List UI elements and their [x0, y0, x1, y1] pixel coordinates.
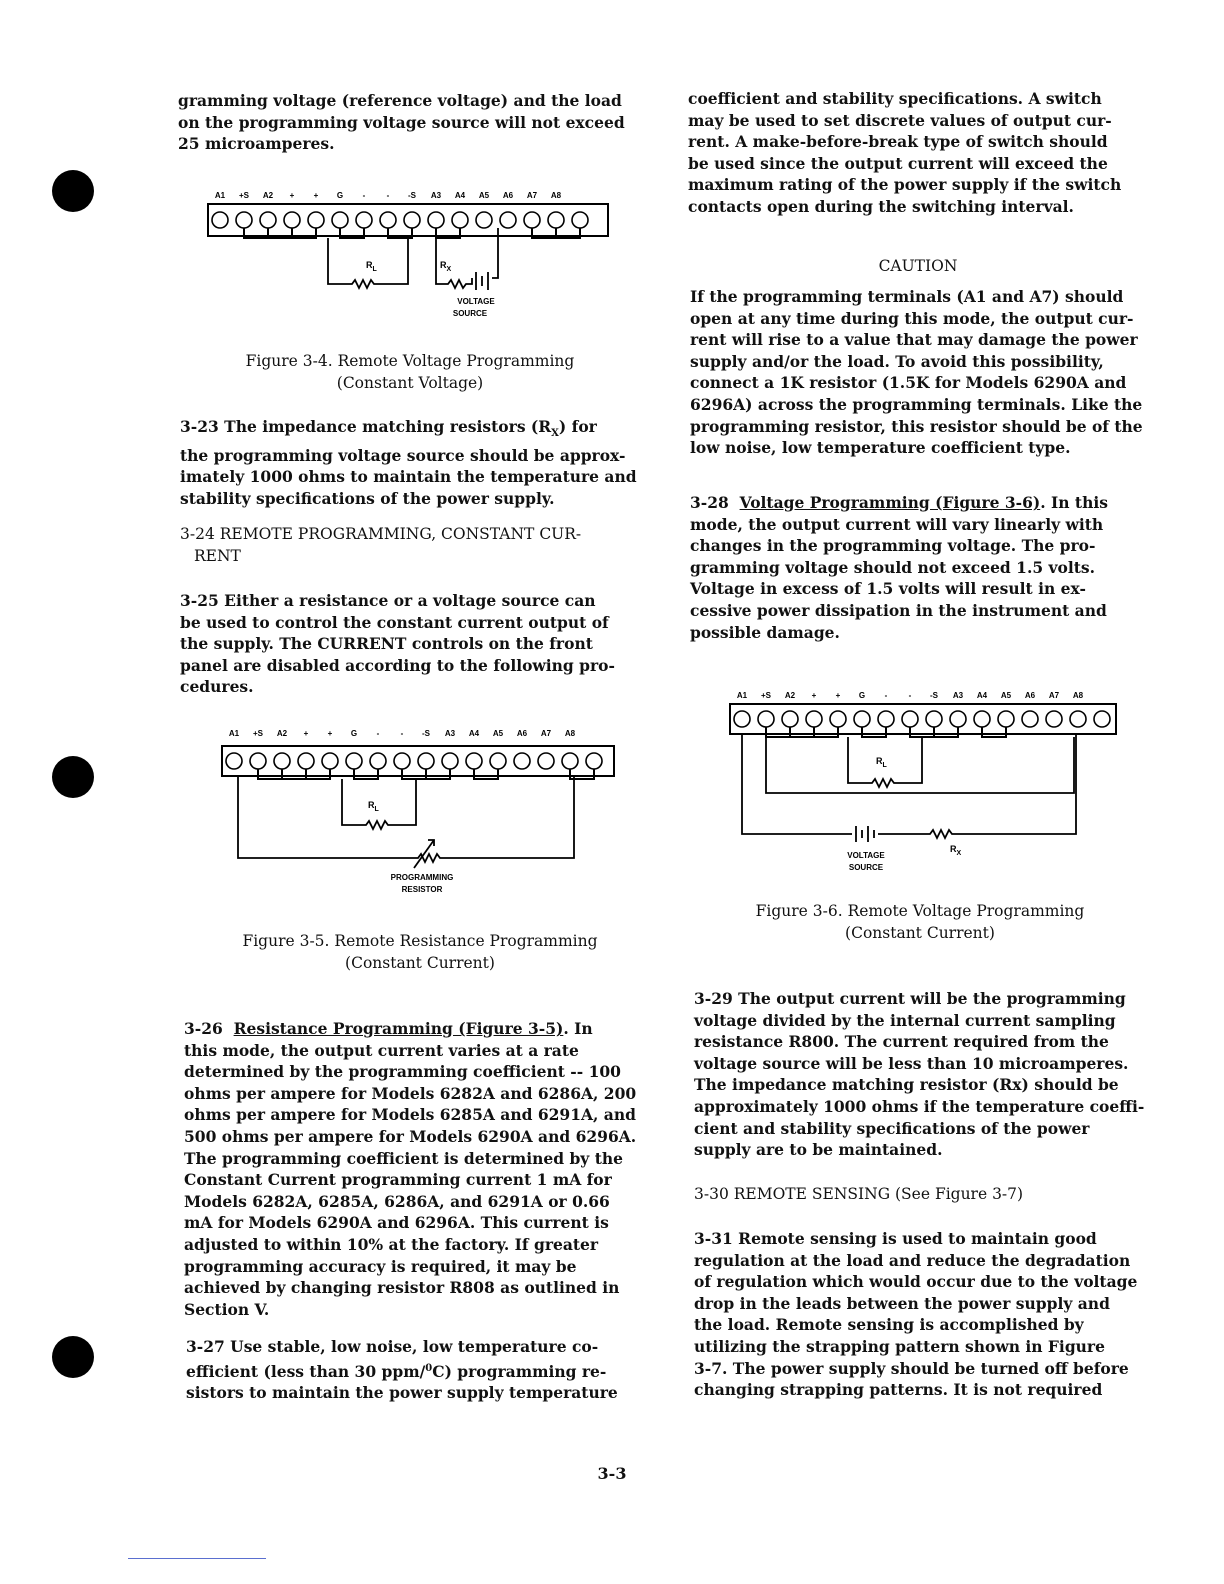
terminal-label: A4	[454, 191, 466, 200]
terminal-label: -S	[930, 691, 938, 700]
text-line: cedures.	[180, 677, 254, 697]
text-line: coefficient and stability specifications. A switch	[688, 89, 1102, 108]
terminal-label: A2	[262, 191, 274, 200]
text-line: 3-26 Resistance Programming (Figure 3-5). In	[184, 1019, 593, 1038]
heading-3-24	[180, 524, 650, 567]
text-line: 25 microamperes.	[178, 134, 335, 154]
punch-hole-top	[52, 170, 94, 212]
section-title-link: Resistance Programming (Figure 3-5)	[233, 1019, 564, 1038]
left-column	[178, 90, 648, 155]
paragraph-3-26	[184, 1018, 654, 1320]
terminal-label: G	[336, 191, 344, 200]
text-line: possible damage.	[690, 622, 840, 642]
voltage-source-label: VOLTAGE	[847, 851, 885, 860]
text-line: open at any time during this mode, the output cur-	[690, 308, 1134, 328]
figure-3-5-caption	[200, 930, 640, 974]
terminal-label: A8	[564, 729, 576, 738]
terminal-label: A3	[952, 691, 964, 700]
terminal-label: A6	[1024, 691, 1036, 700]
terminal-label: A3	[444, 729, 456, 738]
text-line: 3-28 Voltage Programming (Figure 3-6). In this	[690, 493, 1108, 512]
terminal-label: +	[835, 691, 841, 700]
text-line: determined by the programming coefficient -- 100	[184, 1062, 621, 1082]
terminal-label: +S	[238, 191, 250, 200]
terminal-label: -	[400, 729, 404, 738]
figure-3-5-diagram	[218, 724, 628, 902]
text-line: efficient (less than 30 ppm/$^0$C) programming re-	[186, 1361, 607, 1381]
caption-line: Figure 3-5. Remote Resistance Programming	[242, 932, 598, 950]
rx-label: $R_X$	[440, 260, 452, 273]
paragraph-3-31	[694, 1228, 1164, 1401]
text-line: achieved by changing resistor R808 as outlined in	[184, 1278, 620, 1298]
terminal-label: A1	[214, 191, 226, 200]
text-line: supply are to be maintained.	[694, 1140, 943, 1160]
text-line: 3-24 REMOTE PROGRAMMING, CONSTANT CUR-	[180, 525, 582, 543]
punch-hole-bottom	[52, 1336, 94, 1378]
paragraph-3-29	[694, 988, 1164, 1161]
text-line: Voltage in excess of 1.5 volts will result in ex-	[690, 579, 1086, 599]
voltage-source-label: VOLTAGE	[457, 297, 495, 306]
text-line: programming resistor, this resistor should be of the	[690, 416, 1143, 436]
terminal-label: +S	[760, 691, 772, 700]
terminal-label: +	[327, 729, 333, 738]
caption-line: Figure 3-4. Remote Voltage Programming	[245, 352, 575, 370]
text-line: adjusted to within 10% at the factory. If greater	[184, 1234, 599, 1254]
terminal-label: A4	[468, 729, 480, 738]
text-line: supply and/or the load. To avoid this possibility,	[690, 351, 1104, 371]
voltage-source-label-2: SOURCE	[848, 863, 884, 872]
text-line: 3-27 Use stable, low noise, low temperature co-	[186, 1337, 599, 1356]
terminal-label: +	[811, 691, 817, 700]
text-line: Models 6282A, 6285A, 6286A, and 6291A or 0.66	[184, 1191, 610, 1211]
text-line: 500 ohms per ampere for Models 6290A and 6296A.	[184, 1126, 637, 1146]
rl-label: $R_L$	[366, 260, 377, 273]
terminal-label: -	[362, 191, 366, 200]
rl-label: $R_L$	[368, 800, 379, 813]
text-line: stability specifications of the power supply.	[180, 488, 555, 508]
caption-line: (Constant Current)	[845, 924, 995, 942]
text-line: rent. A make-before-break type of switch should	[688, 132, 1108, 152]
text-line: drop in the leads between the power supply and	[694, 1293, 1110, 1313]
terminal-label: -S	[422, 729, 430, 738]
text-line: sistors to maintain the power supply temperature	[186, 1383, 618, 1403]
text-line: mode, the output current will vary linearly with	[690, 514, 1104, 534]
text-line: low noise, low temperature coefficient type.	[690, 438, 1071, 458]
text-line: resistance R800. The current required from the	[694, 1032, 1109, 1052]
figure-3-6-diagram	[728, 686, 1128, 876]
paragraph-3-25	[180, 590, 650, 698]
text-line: connect a 1K resistor (1.5K for Models 6290A and	[690, 373, 1127, 393]
text-line: utilizing the strapping pattern shown in Figure	[694, 1336, 1105, 1356]
text-line: 3-7. The power supply should be turned off before	[694, 1358, 1129, 1378]
text-line: mA for Models 6290A and 6296A. This current is	[184, 1213, 609, 1233]
terminal-label: +	[313, 191, 319, 200]
text-line: may be used to set discrete values of output cur-	[688, 110, 1112, 130]
terminal-label: G	[350, 729, 358, 738]
terminal-screws	[734, 711, 1110, 727]
load-and-resistor-wiring	[238, 776, 574, 868]
text-line: cessive power dissipation in the instrument and	[690, 600, 1107, 620]
voltage-source-label-2: SOURCE	[452, 309, 488, 318]
terminal-label: A5	[492, 729, 504, 738]
terminal-label: A4	[976, 691, 988, 700]
jumpers	[766, 727, 1006, 737]
intro-paragraph-right	[688, 88, 1158, 218]
terminal-label: A7	[526, 191, 538, 200]
caution-paragraph	[690, 286, 1160, 459]
terminal-label: G	[858, 691, 866, 700]
terminal-label: A2	[276, 729, 288, 738]
terminal-screws	[212, 212, 588, 228]
text-line: 3-25 Either a resistance or a voltage source can	[180, 591, 596, 610]
text-line: changes in the programming voltage. The pro-	[690, 536, 1096, 556]
rx-label: $R_X$	[950, 844, 962, 857]
text-line: The programming coefficient is determined by the	[184, 1148, 623, 1168]
page-number: 3-3	[597, 1464, 627, 1483]
caption-line: (Constant Voltage)	[336, 374, 484, 392]
text-line: contacts open during the switching interval.	[688, 196, 1074, 216]
terminal-label: A1	[736, 691, 748, 700]
figure-3-4-caption	[200, 350, 620, 394]
caption-line: Figure 3-6. Remote Voltage Programming	[755, 902, 1085, 920]
terminal-label: A8	[1072, 691, 1084, 700]
text-line: imately 1000 ohms to maintain the temperature and	[180, 467, 637, 487]
terminal-label: -S	[408, 191, 416, 200]
terminal-label: A1	[228, 729, 240, 738]
terminal-label: A6	[502, 191, 514, 200]
text-line: the programming voltage source should be approx-	[180, 445, 626, 465]
terminal-label: A5	[1000, 691, 1012, 700]
text-line: the load. Remote sensing is accomplished by	[694, 1315, 1084, 1335]
punch-hole-middle	[52, 756, 94, 798]
terminal-label: -	[386, 191, 390, 200]
text-line: ohms per ampere for Models 6282A and 6286A, 200	[184, 1083, 637, 1103]
text-line: of regulation which would occur due to the voltage	[694, 1272, 1138, 1292]
text-line: panel are disabled according to the following pro-	[180, 655, 615, 675]
text-line: 3-29 The output current will be the programming	[694, 989, 1126, 1008]
terminal-screws	[226, 753, 602, 769]
text-line: If the programming terminals (A1 and A7) should	[690, 287, 1124, 306]
text-line: gramming voltage (reference voltage) and the load	[178, 91, 622, 110]
section-title-link: Voltage Programming (Figure 3-6)	[739, 493, 1041, 512]
programming-resistor-label: PROGRAMMING	[390, 873, 454, 882]
text-line: approximately 1000 ohms if the temperature coeffi-	[694, 1096, 1145, 1116]
text-line: 3-30 REMOTE SENSING (See Figure 3-7)	[694, 1185, 1024, 1203]
text-line: voltage source will be less than 10 microamperes.	[694, 1053, 1129, 1073]
text-line: voltage divided by the internal current sampling	[694, 1010, 1116, 1030]
terminal-label: +	[303, 729, 309, 738]
terminal-label: A6	[516, 729, 528, 738]
rl-label: $R_L$	[876, 756, 887, 769]
terminal-labels	[215, 191, 562, 200]
figure-3-6-caption	[700, 900, 1140, 944]
text-line: gramming voltage should not exceed 1.5 volts.	[690, 557, 1096, 577]
text-line: cient and stability specifications of the power	[694, 1118, 1090, 1138]
programming-resistor-label-2: RESISTOR	[401, 885, 443, 894]
caution-heading	[688, 256, 1148, 278]
caution-title: CAUTION	[878, 257, 958, 275]
terminal-label: -	[376, 729, 380, 738]
text-line: The impedance matching resistor (Rx) should be	[694, 1075, 1119, 1095]
terminal-label: A3	[430, 191, 442, 200]
terminal-label: -	[884, 691, 888, 700]
terminal-label: +S	[252, 729, 264, 738]
footer-rule	[128, 1558, 266, 1559]
text-line: 6296A) across the programming terminals. Like the	[690, 394, 1143, 414]
caption-line: (Constant Current)	[345, 954, 495, 972]
terminal-label: -	[908, 691, 912, 700]
text-line: regulation at the load and reduce the degradation	[694, 1250, 1131, 1270]
text-line: Section V.	[184, 1299, 270, 1319]
terminal-label: A2	[784, 691, 796, 700]
heading-3-30	[694, 1184, 1164, 1206]
jumpers	[258, 769, 594, 779]
terminal-labels	[737, 691, 1084, 700]
terminal-label: A5	[478, 191, 490, 200]
text-line: RENT	[194, 546, 241, 565]
load-and-source-wiring	[742, 734, 1076, 842]
text-line: rent will rise to a value that may damage the power	[690, 330, 1138, 350]
paragraph-3-27	[186, 1336, 656, 1404]
text-line: the supply. The CURRENT controls on the front	[180, 634, 593, 654]
text-line: changing strapping patterns. It is not required	[694, 1380, 1103, 1400]
paragraph-3-23	[180, 416, 650, 509]
text-line: be used since the output current will exceed the	[688, 153, 1108, 173]
intro-paragraph-left	[178, 90, 648, 155]
figure-3-4-diagram	[200, 186, 620, 326]
terminal-label: A8	[550, 191, 562, 200]
terminal-label: A7	[540, 729, 552, 738]
text-line: this mode, the output current varies at a rate	[184, 1040, 579, 1060]
terminal-label: +	[289, 191, 295, 200]
text-line: maximum rating of the power supply if the switch	[688, 175, 1122, 195]
terminal-labels	[229, 729, 576, 738]
text-line: 3-31 Remote sensing is used to maintain good	[694, 1229, 1097, 1248]
text-line: Constant Current programming current 1 mA for	[184, 1170, 612, 1190]
terminal-strip	[730, 704, 1116, 734]
text-line: on the programming voltage source will not exceed	[178, 112, 625, 132]
text-line: 3-23 The impedance matching resistors $(R_X)$ for	[180, 417, 597, 440]
text-line: ohms per ampere for Models 6285A and 6291A, and	[184, 1105, 636, 1125]
terminal-label: A7	[1048, 691, 1060, 700]
paragraph-3-28	[690, 492, 1160, 643]
text-line: programming accuracy is required, it may be	[184, 1256, 577, 1276]
text-line: be used to control the constant current output of	[180, 612, 609, 632]
